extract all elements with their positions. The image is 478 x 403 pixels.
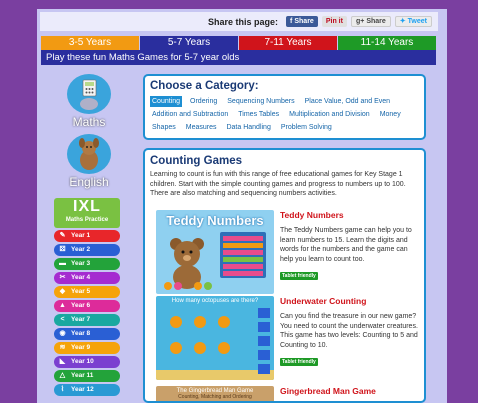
category-measures[interactable]: Measures [185, 124, 217, 131]
underwater-counting-thumbnail[interactable] [156, 296, 274, 380]
maths-icon [67, 74, 111, 114]
page-right-margin [447, 0, 478, 403]
page-subtitle: Play these fun Maths Games for 5-7 year olds [41, 50, 436, 65]
category-data-handling[interactable]: Data Handling [226, 124, 271, 131]
year-9-label: Year 9 [71, 344, 91, 351]
category-place-value[interactable]: Place Value, Odd and Even [304, 98, 391, 105]
top-navigation-strip [0, 0, 478, 9]
year-3-label: Year 3 [71, 260, 91, 267]
category-sequencing-numbers[interactable]: Sequencing Numbers [227, 98, 295, 105]
category-title: Choose a Category: [150, 80, 259, 92]
page-left-margin [0, 0, 37, 403]
category-multiplication-division[interactable]: Multiplication and Division [289, 111, 370, 118]
year-6-button[interactable] [54, 300, 120, 312]
category-ordering[interactable]: Ordering [190, 98, 218, 105]
year-5-button[interactable] [54, 286, 120, 298]
share-bar [40, 12, 438, 31]
gingerbread-title[interactable]: Gingerbread Man Game [280, 386, 376, 396]
maths-label: Maths [72, 115, 106, 129]
tab-3-5-years[interactable]: 3-5 Years [41, 36, 139, 50]
google-plus-label: Share [366, 18, 386, 25]
gingerbread-thumb-title: The Gingerbread Man Game [176, 388, 254, 394]
year-12-label: Year 12 [71, 386, 94, 393]
year-2-label: Year 2 [71, 246, 91, 253]
year-7-label: Year 7 [71, 316, 91, 323]
category-counting[interactable]: Counting [152, 98, 181, 105]
google-plus-icon: g+ [355, 18, 365, 25]
year-8-label: Year 8 [71, 330, 91, 337]
year-6-label: Year 6 [71, 302, 91, 309]
tab-5-7-years[interactable]: 5-7 Years [140, 36, 238, 50]
games-title: Counting Games [150, 155, 243, 167]
ixl-mark: IXL [73, 198, 101, 215]
gingerbread-text [280, 386, 418, 402]
pencil-icon: ✎ [59, 232, 66, 239]
ixl-subtitle: Maths Practice [65, 217, 109, 223]
games-panel [143, 148, 426, 403]
less-than-icon: < [60, 316, 65, 323]
lines-icon: ≋ [59, 344, 66, 351]
teddy-numbers-thumbnail[interactable] [156, 210, 274, 294]
facebook-icon: f [290, 18, 293, 25]
triangle-icon: △ [59, 372, 66, 379]
gingerbread-thumb-subtitle: Counting, Matching and Ordering [178, 394, 252, 400]
ixl-logo[interactable] [54, 198, 120, 228]
pinterest-button[interactable] [322, 16, 347, 27]
year-12-button[interactable] [54, 384, 120, 396]
shape-icon: ▲ [59, 302, 66, 309]
english-link[interactable] [66, 134, 112, 192]
scissors-icon: ✂ [59, 274, 66, 281]
underwater-counting-description: Can you find the treasure in our new game? You need to count the underwater creatures. This game has two levels: Counting to 5 and Counting to 10. [280, 313, 418, 349]
tag-icon: ◆ [59, 288, 66, 295]
year-7-button[interactable] [54, 314, 120, 326]
teddy-bear-illustration [156, 228, 274, 290]
tablet-friendly-badge: Tablet friendly [282, 359, 316, 365]
underwater-counting-text [280, 296, 418, 368]
octopus-illustration [156, 304, 274, 380]
category-times-tables[interactable]: Times Tables [238, 111, 280, 118]
category-money[interactable]: Money [379, 111, 401, 118]
tablet-friendly-badge: Tablet friendly [282, 273, 316, 279]
google-plus-share-button[interactable] [351, 16, 391, 27]
year-10-button[interactable] [54, 356, 120, 368]
category-problem-solving[interactable]: Problem Solving [280, 124, 332, 131]
teddy-numbers-description: The Teddy Numbers game can help you to learn numbers to 15. Learn the digits and words for the numbers and the game can help you learn to count too. [280, 227, 412, 263]
year-1-button[interactable] [54, 230, 120, 242]
category-panel [143, 74, 426, 140]
maths-link[interactable] [66, 74, 112, 132]
year-11-button[interactable] [54, 370, 120, 382]
year-9-button[interactable] [54, 342, 120, 354]
tweet-button[interactable] [395, 16, 432, 27]
facebook-share-button[interactable] [286, 16, 318, 27]
graph-icon: ⌇ [60, 386, 65, 393]
teddy-numbers-text [280, 210, 418, 282]
year-10-label: Year 10 [71, 358, 94, 365]
category-shapes[interactable]: Shapes [152, 124, 176, 131]
games-intro: Learning to count is fun with this range of free educational games for Key Stage 1 children. Start with the simple counting games and progress to numbers up to 100. There are also matching and sequencing numbers activities. [150, 171, 406, 197]
pinterest-label: Pin it [325, 18, 343, 25]
triangle-ruler-icon: ◣ [59, 358, 66, 365]
twitter-icon: ✦ [399, 18, 406, 25]
facebook-share-label: Share [294, 18, 314, 25]
underwater-counting-title[interactable]: Underwater Counting [280, 296, 367, 306]
year-1-label: Year 1 [71, 232, 91, 239]
english-label: English [69, 175, 109, 189]
ixl-year-list [54, 198, 120, 403]
year-5-label: Year 5 [71, 288, 91, 295]
ruler-icon: ▬ [59, 260, 66, 267]
year-3-button[interactable] [54, 258, 120, 270]
year-2-button[interactable] [54, 244, 120, 256]
shapes-icon: ◉ [59, 330, 66, 337]
underwater-thumb-title: How many octopuses are there? [171, 298, 259, 304]
teddy-numbers-thumb-title: Teddy Numbers [166, 213, 264, 228]
tab-7-11-years[interactable]: 7-11 Years [239, 36, 337, 50]
year-4-button[interactable] [54, 272, 120, 284]
share-label: Share this page: [207, 16, 279, 27]
tweet-label: Tweet [407, 18, 427, 25]
tab-11-14-years[interactable]: 11-14 Years [338, 36, 436, 50]
category-addition-subtraction[interactable]: Addition and Subtraction [152, 111, 229, 118]
english-icon [67, 134, 111, 174]
year-4-label: Year 4 [71, 274, 91, 281]
category-list [150, 96, 419, 133]
dice-icon: ⚄ [59, 246, 66, 253]
year-11-label: Year 11 [71, 372, 94, 379]
year-8-button[interactable] [54, 328, 120, 340]
teddy-numbers-title[interactable]: Teddy Numbers [280, 210, 344, 220]
gingerbread-thumbnail[interactable] [156, 386, 274, 403]
